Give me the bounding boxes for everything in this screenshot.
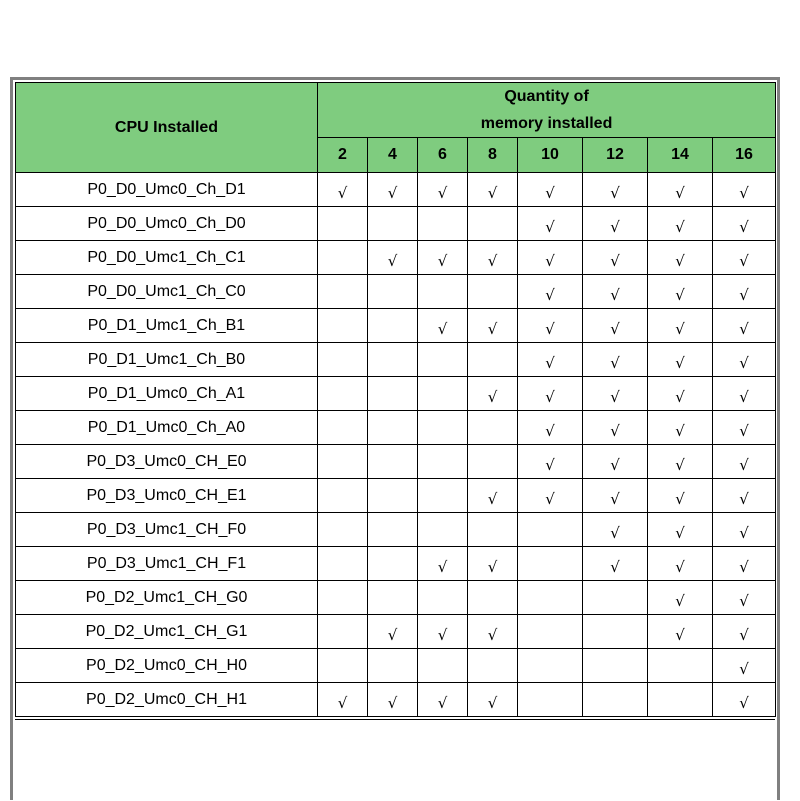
empty-cell <box>368 343 418 377</box>
table-row <box>16 445 776 479</box>
table-row <box>16 275 776 309</box>
check-mark-cell: √ <box>468 309 518 343</box>
cpu-cell: P0_D1_Umc0_Ch_A1 <box>16 377 318 411</box>
check-mark-cell: √ <box>583 479 648 513</box>
empty-cell <box>318 207 368 241</box>
cpu-cell: P0_D1_Umc0_Ch_A0 <box>16 411 318 445</box>
empty-cell <box>318 615 368 649</box>
check-mark-cell: √ <box>583 547 648 581</box>
quantity-header-line1: Quantity of <box>504 88 589 105</box>
check-mark-cell: √ <box>518 207 583 241</box>
check-mark-cell: √ <box>418 615 468 649</box>
check-mark-cell: √ <box>583 207 648 241</box>
empty-cell <box>518 581 583 615</box>
empty-cell <box>368 581 418 615</box>
empty-cell <box>418 275 468 309</box>
check-mark-cell: √ <box>583 377 648 411</box>
check-mark-cell: √ <box>713 513 776 547</box>
empty-cell <box>468 513 518 547</box>
check-mark-cell: √ <box>713 479 776 513</box>
check-mark-cell: √ <box>518 377 583 411</box>
empty-cell <box>583 649 648 683</box>
check-mark-cell: √ <box>418 309 468 343</box>
check-mark-cell: √ <box>468 241 518 275</box>
empty-cell <box>368 377 418 411</box>
empty-cell <box>318 445 368 479</box>
cpu-cell: P0_D3_Umc0_CH_E1 <box>16 479 318 513</box>
check-mark-cell: √ <box>648 445 713 479</box>
table-continuation <box>15 719 775 801</box>
check-mark-cell: √ <box>468 173 518 207</box>
empty-cell <box>518 683 583 717</box>
table-row <box>16 581 776 615</box>
table-row <box>16 241 776 275</box>
empty-cell <box>318 241 368 275</box>
empty-cell <box>318 343 368 377</box>
empty-cell <box>318 513 368 547</box>
empty-cell <box>418 343 468 377</box>
check-mark-cell: √ <box>418 547 468 581</box>
quantity-col-2: 2 <box>318 138 368 173</box>
quantity-col-14: 14 <box>648 138 713 173</box>
check-mark-cell: √ <box>648 615 713 649</box>
empty-cell <box>318 309 368 343</box>
empty-cell <box>518 513 583 547</box>
check-mark-cell: √ <box>713 343 776 377</box>
check-mark-cell: √ <box>368 615 418 649</box>
check-mark-cell: √ <box>648 581 713 615</box>
empty-cell <box>368 207 418 241</box>
check-mark-cell: √ <box>468 683 518 717</box>
quantity-header <box>318 83 776 138</box>
empty-cell <box>318 377 368 411</box>
check-mark-cell: √ <box>648 411 713 445</box>
check-mark-cell: √ <box>713 547 776 581</box>
check-mark-cell: √ <box>518 275 583 309</box>
table-row <box>16 479 776 513</box>
table-row <box>16 547 776 581</box>
check-mark-cell: √ <box>713 445 776 479</box>
cpu-installed-header <box>16 83 318 173</box>
empty-cell <box>518 649 583 683</box>
check-mark-cell: √ <box>583 173 648 207</box>
empty-cell <box>318 275 368 309</box>
check-mark-cell: √ <box>648 479 713 513</box>
check-mark-cell: √ <box>518 445 583 479</box>
check-mark-cell: √ <box>713 683 776 717</box>
empty-cell <box>648 683 713 717</box>
cpu-cell: P0_D2_Umc1_CH_G0 <box>16 581 318 615</box>
check-mark-cell: √ <box>713 275 776 309</box>
check-mark-cell: √ <box>583 241 648 275</box>
cpu-cell: P0_D3_Umc1_CH_F1 <box>16 547 318 581</box>
cpu-installed-header-label: CPU Installed <box>114 118 219 136</box>
check-mark-cell: √ <box>518 173 583 207</box>
check-mark-cell: √ <box>713 309 776 343</box>
check-mark-cell: √ <box>648 377 713 411</box>
cpu-cell: P0_D0_Umc0_Ch_D0 <box>16 207 318 241</box>
cpu-cell: P0_D3_Umc1_CH_F0 <box>16 513 318 547</box>
table-row <box>16 309 776 343</box>
check-mark-cell: √ <box>713 377 776 411</box>
empty-cell <box>418 207 468 241</box>
check-mark-cell: √ <box>468 479 518 513</box>
empty-cell <box>368 411 418 445</box>
empty-cell <box>368 513 418 547</box>
check-mark-cell: √ <box>648 207 713 241</box>
empty-cell <box>468 445 518 479</box>
cpu-cell: P0_D3_Umc0_CH_E0 <box>16 445 318 479</box>
check-mark-cell: √ <box>583 411 648 445</box>
table-row <box>16 615 776 649</box>
empty-cell <box>418 445 468 479</box>
table-row <box>16 377 776 411</box>
quantity-col-8: 8 <box>468 138 518 173</box>
empty-cell <box>648 649 713 683</box>
empty-cell <box>468 649 518 683</box>
check-mark-cell: √ <box>418 683 468 717</box>
empty-cell <box>468 275 518 309</box>
check-mark-cell: √ <box>368 173 418 207</box>
table-row <box>16 513 776 547</box>
empty-cell <box>418 581 468 615</box>
check-mark-cell: √ <box>648 343 713 377</box>
check-mark-cell: √ <box>648 241 713 275</box>
check-mark-cell: √ <box>713 615 776 649</box>
empty-cell <box>468 581 518 615</box>
check-mark-cell: √ <box>518 241 583 275</box>
cpu-cell: P0_D0_Umc1_Ch_C0 <box>16 275 318 309</box>
table-row <box>16 343 776 377</box>
check-mark-cell: √ <box>368 683 418 717</box>
memory-population-table <box>15 82 776 717</box>
empty-cell <box>368 309 418 343</box>
empty-cell <box>583 683 648 717</box>
empty-cell <box>468 207 518 241</box>
check-mark-cell: √ <box>318 683 368 717</box>
check-mark-cell: √ <box>648 547 713 581</box>
table-row <box>16 173 776 207</box>
quantity-col-10: 10 <box>518 138 583 173</box>
check-mark-cell: √ <box>368 241 418 275</box>
quantity-col-16: 16 <box>713 138 776 173</box>
empty-cell <box>518 547 583 581</box>
check-mark-cell: √ <box>518 309 583 343</box>
check-mark-cell: √ <box>583 343 648 377</box>
check-mark-cell: √ <box>648 275 713 309</box>
table-row <box>16 683 776 717</box>
quantity-col-4: 4 <box>368 138 418 173</box>
empty-cell <box>418 377 468 411</box>
empty-cell <box>318 411 368 445</box>
check-mark-cell: √ <box>583 309 648 343</box>
cpu-cell: P0_D1_Umc1_Ch_B1 <box>16 309 318 343</box>
check-mark-cell: √ <box>468 547 518 581</box>
check-mark-cell: √ <box>713 581 776 615</box>
check-mark-cell: √ <box>648 309 713 343</box>
cpu-cell: P0_D0_Umc1_Ch_C1 <box>16 241 318 275</box>
table-body <box>16 173 776 717</box>
check-mark-cell: √ <box>583 275 648 309</box>
check-mark-cell: √ <box>468 377 518 411</box>
cpu-cell: P0_D2_Umc0_CH_H1 <box>16 683 318 717</box>
empty-cell <box>318 649 368 683</box>
empty-cell <box>418 411 468 445</box>
quantity-col-6: 6 <box>418 138 468 173</box>
check-mark-cell: √ <box>418 173 468 207</box>
empty-cell <box>318 479 368 513</box>
empty-cell <box>418 649 468 683</box>
empty-cell <box>368 479 418 513</box>
check-mark-cell: √ <box>583 445 648 479</box>
empty-cell <box>318 581 368 615</box>
check-mark-cell: √ <box>518 343 583 377</box>
check-mark-cell: √ <box>418 241 468 275</box>
quantity-header-line2: memory installed <box>480 115 613 132</box>
quantity-col-12: 12 <box>583 138 648 173</box>
check-mark-cell: √ <box>518 411 583 445</box>
check-mark-cell: √ <box>713 649 776 683</box>
table-row <box>16 411 776 445</box>
table-row <box>16 207 776 241</box>
empty-cell <box>368 547 418 581</box>
empty-cell <box>368 649 418 683</box>
check-mark-cell: √ <box>468 615 518 649</box>
empty-cell <box>583 581 648 615</box>
empty-cell <box>368 275 418 309</box>
empty-cell <box>518 615 583 649</box>
empty-cell <box>318 547 368 581</box>
check-mark-cell: √ <box>713 411 776 445</box>
check-mark-cell: √ <box>518 479 583 513</box>
empty-cell <box>418 479 468 513</box>
cpu-cell: P0_D0_Umc0_Ch_D1 <box>16 173 318 207</box>
check-mark-cell: √ <box>648 513 713 547</box>
check-mark-cell: √ <box>583 513 648 547</box>
empty-cell <box>368 445 418 479</box>
check-mark-cell: √ <box>713 173 776 207</box>
empty-cell <box>418 513 468 547</box>
check-mark-cell: √ <box>318 173 368 207</box>
check-mark-cell: √ <box>713 241 776 275</box>
empty-cell <box>468 343 518 377</box>
check-mark-cell: √ <box>648 173 713 207</box>
cpu-cell: P0_D1_Umc1_Ch_B0 <box>16 343 318 377</box>
empty-cell <box>468 411 518 445</box>
empty-cell <box>583 615 648 649</box>
table-row <box>16 649 776 683</box>
cpu-cell: P0_D2_Umc0_CH_H0 <box>16 649 318 683</box>
cpu-cell: P0_D2_Umc1_CH_G1 <box>16 615 318 649</box>
check-mark-cell: √ <box>713 207 776 241</box>
